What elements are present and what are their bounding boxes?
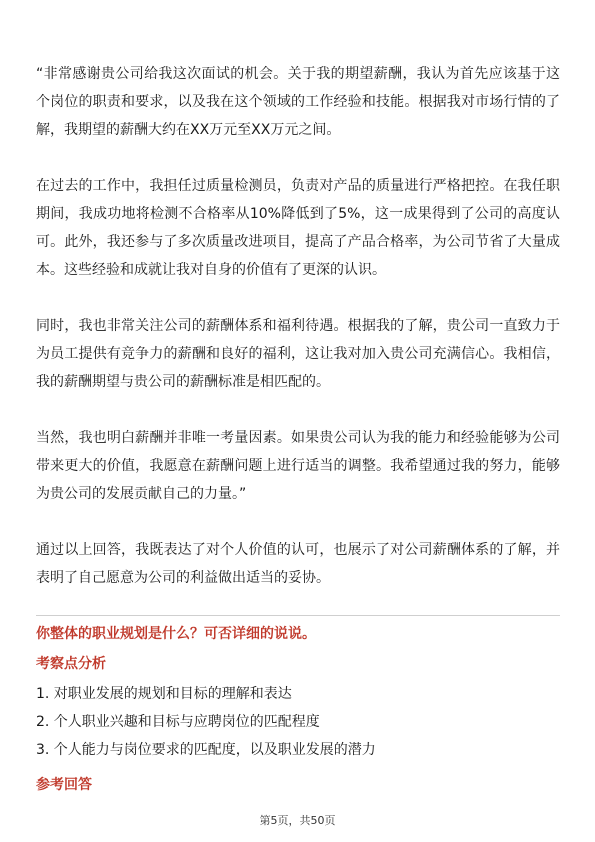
- answer-paragraph: 当然，我也明白薪酬并非唯一考量因素。如果贵公司认为我的能力和经验能够为公司带来更大的价值，我愿意在薪酬问题上进行适当的调整。我希望通过我的努力，能够为贵公司的发展贡献自己的力量。”: [36, 430, 560, 502]
- analysis-list: [36, 680, 376, 764]
- answer-paragraph: 同时，我也非常关注公司的薪酬体系和福利待遇。根据我的了解，贵公司一直致力于为员工提供有竞争力的薪酬和良好的福利，这让我对加入贵公司充满信心。我相信，我的薪酬期望与贵公司的薪酬标准是相匹配的。: [36, 318, 560, 390]
- answer-body: [36, 60, 560, 592]
- list-item: 1. 对职业发展的规划和目标的理解和表达: [36, 686, 292, 702]
- answer-paragraph: 在过去的工作中，我担任过质量检测员，负责对产品的质量进行严格把控。在我任职期间，我成功地将检测不合格率从10%降低到了5%，这一成果得到了公司的高度认可。此外，我还参与了多次质量改进项目，提高了产品合格率，为公司节省了大量成本。这些经验和成就让我对自身的价值有了更深的认识。: [36, 178, 560, 278]
- page-number: 第5页，共50页: [259, 814, 336, 827]
- analysis-heading: 考察点分析: [36, 656, 106, 672]
- interview-question: 你整体的职业规划是什么？可否详细的说说。: [36, 626, 316, 642]
- summary-paragraph: 通过以上回答，我既表达了对个人价值的认可，也展示了对公司薪酬体系的了解，并表明了自己愿意为公司的利益做出适当的妥协。: [36, 542, 560, 586]
- list-item: 2. 个人职业兴趣和目标与应聘岗位的匹配程度: [36, 714, 320, 730]
- answer-paragraph: “非常感谢贵公司给我这次面试的机会。关于我的期望薪酬，我认为首先应该基于这个岗位的职责和要求，以及我在这个领域的工作经验和技能。根据我对市场行情的了解，我期望的薪酬大约在XX万元至XX万元之间。: [36, 66, 560, 138]
- list-item: 3. 个人能力与岗位要求的匹配度，以及职业发展的潜力: [36, 742, 376, 758]
- section-divider: [36, 615, 560, 616]
- reference-answer-heading: 参考回答: [36, 777, 92, 793]
